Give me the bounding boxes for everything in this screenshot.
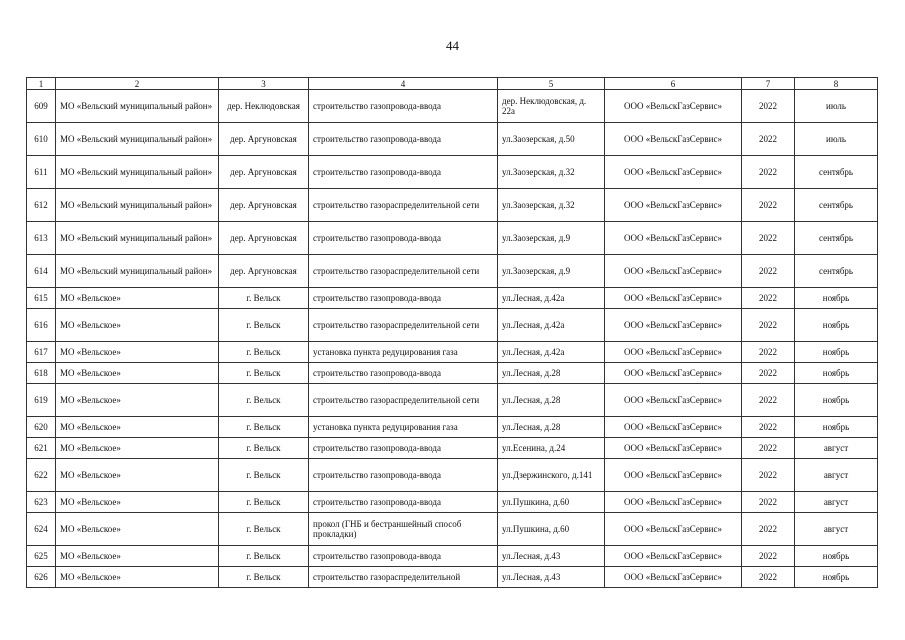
contractor-cell: ООО «ВельскГазСервис»	[605, 90, 742, 123]
column-header: 6	[605, 78, 742, 90]
address-cell: ул.Лесная, д.28	[498, 417, 605, 438]
month-cell: ноябрь	[795, 342, 878, 363]
year-cell: 2022	[742, 156, 795, 189]
year-cell: 2022	[742, 309, 795, 342]
column-header: 1	[27, 78, 56, 90]
month-cell: сентябрь	[795, 156, 878, 189]
address-cell: ул.Лесная, д.43	[498, 567, 605, 588]
table-row	[27, 492, 878, 513]
contractor-cell: ООО «ВельскГазСервис»	[605, 288, 742, 309]
work-type-cell: строительство газопровода-ввода	[309, 546, 498, 567]
municipality-cell: МО «Вельский муниципальный район»	[56, 90, 219, 123]
year-cell: 2022	[742, 288, 795, 309]
month-cell: июль	[795, 123, 878, 156]
municipality-cell: МО «Вельское»	[56, 492, 219, 513]
month-cell: ноябрь	[795, 567, 878, 588]
address-cell: ул.Заозерская, д.50	[498, 123, 605, 156]
contractor-cell: ООО «ВельскГазСервис»	[605, 363, 742, 384]
contractor-cell: ООО «ВельскГазСервис»	[605, 222, 742, 255]
month-cell: август	[795, 459, 878, 492]
municipality-cell: МО «Вельское»	[56, 546, 219, 567]
contractor-cell: ООО «ВельскГазСервис»	[605, 189, 742, 222]
row-number: 625	[27, 546, 56, 567]
settlement-cell: г. Вельск	[219, 546, 309, 567]
year-cell: 2022	[742, 546, 795, 567]
table-row	[27, 189, 878, 222]
row-number: 624	[27, 513, 56, 546]
work-type-cell: строительство газораспределительной	[309, 567, 498, 588]
table-row	[27, 417, 878, 438]
row-number: 620	[27, 417, 56, 438]
address-cell: ул.Лесная, д.28	[498, 384, 605, 417]
address-cell: ул.Лесная, д.42а	[498, 309, 605, 342]
year-cell: 2022	[742, 222, 795, 255]
table-row	[27, 309, 878, 342]
month-cell: август	[795, 438, 878, 459]
address-cell: ул.Лесная, д.42а	[498, 342, 605, 363]
address-cell: ул.Заозерская, д.9	[498, 255, 605, 288]
year-cell: 2022	[742, 342, 795, 363]
address-cell: ул.Лесная, д.43	[498, 546, 605, 567]
table-row	[27, 123, 878, 156]
work-type-cell: строительство газопровода-ввода	[309, 363, 498, 384]
municipality-cell: МО «Вельское»	[56, 459, 219, 492]
table-row	[27, 546, 878, 567]
column-header: 2	[56, 78, 219, 90]
month-cell: август	[795, 513, 878, 546]
work-type-cell: установка пункта редуцирования газа	[309, 342, 498, 363]
municipality-cell: МО «Вельское»	[56, 309, 219, 342]
settlement-cell: г. Вельск	[219, 513, 309, 546]
municipality-cell: МО «Вельское»	[56, 567, 219, 588]
municipality-cell: МО «Вельский муниципальный район»	[56, 123, 219, 156]
row-number: 621	[27, 438, 56, 459]
address-cell: ул.Заозерская, д.32	[498, 156, 605, 189]
municipality-cell: МО «Вельское»	[56, 417, 219, 438]
month-cell: сентябрь	[795, 255, 878, 288]
page-number: 44	[446, 38, 459, 53]
settlement-cell: г. Вельск	[219, 288, 309, 309]
work-type-cell: строительство газораспределительной сети	[309, 189, 498, 222]
contractor-cell: ООО «ВельскГазСервис»	[605, 567, 742, 588]
contractor-cell: ООО «ВельскГазСервис»	[605, 309, 742, 342]
work-type-cell: строительство газопровода-ввода	[309, 288, 498, 309]
contractor-cell: ООО «ВельскГазСервис»	[605, 342, 742, 363]
month-cell: август	[795, 492, 878, 513]
row-number: 618	[27, 363, 56, 384]
month-cell: ноябрь	[795, 288, 878, 309]
year-cell: 2022	[742, 438, 795, 459]
address-cell: ул.Заозерская, д.9	[498, 222, 605, 255]
month-cell: ноябрь	[795, 546, 878, 567]
municipality-cell: МО «Вельский муниципальный район»	[56, 156, 219, 189]
settlement-cell: г. Вельск	[219, 309, 309, 342]
table-row	[27, 156, 878, 189]
row-number: 622	[27, 459, 56, 492]
table-row	[27, 459, 878, 492]
table-body	[27, 90, 878, 588]
year-cell: 2022	[742, 567, 795, 588]
year-cell: 2022	[742, 255, 795, 288]
settlement-cell: дер. Аргуновская	[219, 255, 309, 288]
year-cell: 2022	[742, 492, 795, 513]
municipality-cell: МО «Вельское»	[56, 363, 219, 384]
table-row	[27, 567, 878, 588]
settlement-cell: г. Вельск	[219, 492, 309, 513]
settlement-cell: г. Вельск	[219, 438, 309, 459]
settlement-cell: дер. Аргуновская	[219, 222, 309, 255]
work-type-cell: строительство газопровода-ввода	[309, 156, 498, 189]
contractor-cell: ООО «ВельскГазСервис»	[605, 384, 742, 417]
settlement-cell: г. Вельск	[219, 417, 309, 438]
row-number: 615	[27, 288, 56, 309]
month-cell: сентябрь	[795, 222, 878, 255]
works-table	[26, 77, 878, 588]
settlement-cell: дер. Аргуновская	[219, 156, 309, 189]
work-type-cell: строительство газораспределительной сети	[309, 384, 498, 417]
address-cell: ул.Заозерская, д.32	[498, 189, 605, 222]
contractor-cell: ООО «ВельскГазСервис»	[605, 546, 742, 567]
municipality-cell: МО «Вельский муниципальный район»	[56, 222, 219, 255]
settlement-cell: дер. Аргуновская	[219, 189, 309, 222]
year-cell: 2022	[742, 363, 795, 384]
month-cell: ноябрь	[795, 309, 878, 342]
month-cell: ноябрь	[795, 384, 878, 417]
table-row	[27, 288, 878, 309]
settlement-cell: г. Вельск	[219, 567, 309, 588]
settlement-cell: дер. Неклюдовская	[219, 90, 309, 123]
address-cell: ул.Пушкина, д.60	[498, 513, 605, 546]
row-number: 610	[27, 123, 56, 156]
contractor-cell: ООО «ВельскГазСервис»	[605, 459, 742, 492]
column-header: 4	[309, 78, 498, 90]
settlement-cell: дер. Аргуновская	[219, 123, 309, 156]
work-type-cell: прокол (ГНБ и бестраншейный способ прокладки)	[309, 513, 498, 546]
table-row	[27, 255, 878, 288]
work-type-cell: строительство газораспределительной сети	[309, 309, 498, 342]
contractor-cell: ООО «ВельскГазСервис»	[605, 513, 742, 546]
settlement-cell: г. Вельск	[219, 384, 309, 417]
work-type-cell: строительство газопровода-ввода	[309, 123, 498, 156]
settlement-cell: г. Вельск	[219, 459, 309, 492]
year-cell: 2022	[742, 90, 795, 123]
header-row	[27, 78, 878, 90]
address-cell: дер. Неклюдовская, д. 22а	[498, 90, 605, 123]
table-row	[27, 363, 878, 384]
month-cell: ноябрь	[795, 363, 878, 384]
table-row	[27, 90, 878, 123]
settlement-cell: г. Вельск	[219, 342, 309, 363]
address-cell: ул.Есенина, д.24	[498, 438, 605, 459]
municipality-cell: МО «Вельское»	[56, 438, 219, 459]
work-type-cell: строительство газопровода-ввода	[309, 459, 498, 492]
municipality-cell: МО «Вельское»	[56, 288, 219, 309]
table-row	[27, 438, 878, 459]
column-header: 3	[219, 78, 309, 90]
municipality-cell: МО «Вельское»	[56, 384, 219, 417]
row-number: 611	[27, 156, 56, 189]
contractor-cell: ООО «ВельскГазСервис»	[605, 417, 742, 438]
table-row	[27, 384, 878, 417]
contractor-cell: ООО «ВельскГазСервис»	[605, 438, 742, 459]
month-cell: ноябрь	[795, 417, 878, 438]
table-row	[27, 222, 878, 255]
column-header: 7	[742, 78, 795, 90]
month-cell: июль	[795, 90, 878, 123]
row-number: 613	[27, 222, 56, 255]
row-number: 612	[27, 189, 56, 222]
table-row	[27, 513, 878, 546]
year-cell: 2022	[742, 189, 795, 222]
row-number: 617	[27, 342, 56, 363]
year-cell: 2022	[742, 417, 795, 438]
municipality-cell: МО «Вельское»	[56, 513, 219, 546]
year-cell: 2022	[742, 459, 795, 492]
row-number: 614	[27, 255, 56, 288]
municipality-cell: МО «Вельский муниципальный район»	[56, 255, 219, 288]
address-cell: ул.Лесная, д.42а	[498, 288, 605, 309]
work-type-cell: строительство газопровода-ввода	[309, 90, 498, 123]
month-cell: сентябрь	[795, 189, 878, 222]
row-number: 623	[27, 492, 56, 513]
row-number: 626	[27, 567, 56, 588]
municipality-cell: МО «Вельское»	[56, 342, 219, 363]
row-number: 616	[27, 309, 56, 342]
work-type-cell: строительство газораспределительной сети	[309, 255, 498, 288]
row-number: 619	[27, 384, 56, 417]
column-header: 8	[795, 78, 878, 90]
address-cell: ул.Пушкина, д.60	[498, 492, 605, 513]
municipality-cell: МО «Вельский муниципальный район»	[56, 189, 219, 222]
year-cell: 2022	[742, 384, 795, 417]
address-cell: ул.Лесная, д.28	[498, 363, 605, 384]
work-type-cell: строительство газопровода-ввода	[309, 438, 498, 459]
address-cell: ул.Дзержинского, д.141	[498, 459, 605, 492]
work-type-cell: строительство газопровода-ввода	[309, 222, 498, 255]
contractor-cell: ООО «ВельскГазСервис»	[605, 492, 742, 513]
year-cell: 2022	[742, 123, 795, 156]
row-number: 609	[27, 90, 56, 123]
contractor-cell: ООО «ВельскГазСервис»	[605, 156, 742, 189]
year-cell: 2022	[742, 513, 795, 546]
column-header: 5	[498, 78, 605, 90]
table-row	[27, 342, 878, 363]
settlement-cell: г. Вельск	[219, 363, 309, 384]
work-type-cell: установка пункта редуцирования газа	[309, 417, 498, 438]
work-type-cell: строительство газопровода-ввода	[309, 492, 498, 513]
contractor-cell: ООО «ВельскГазСервис»	[605, 255, 742, 288]
contractor-cell: ООО «ВельскГазСервис»	[605, 123, 742, 156]
